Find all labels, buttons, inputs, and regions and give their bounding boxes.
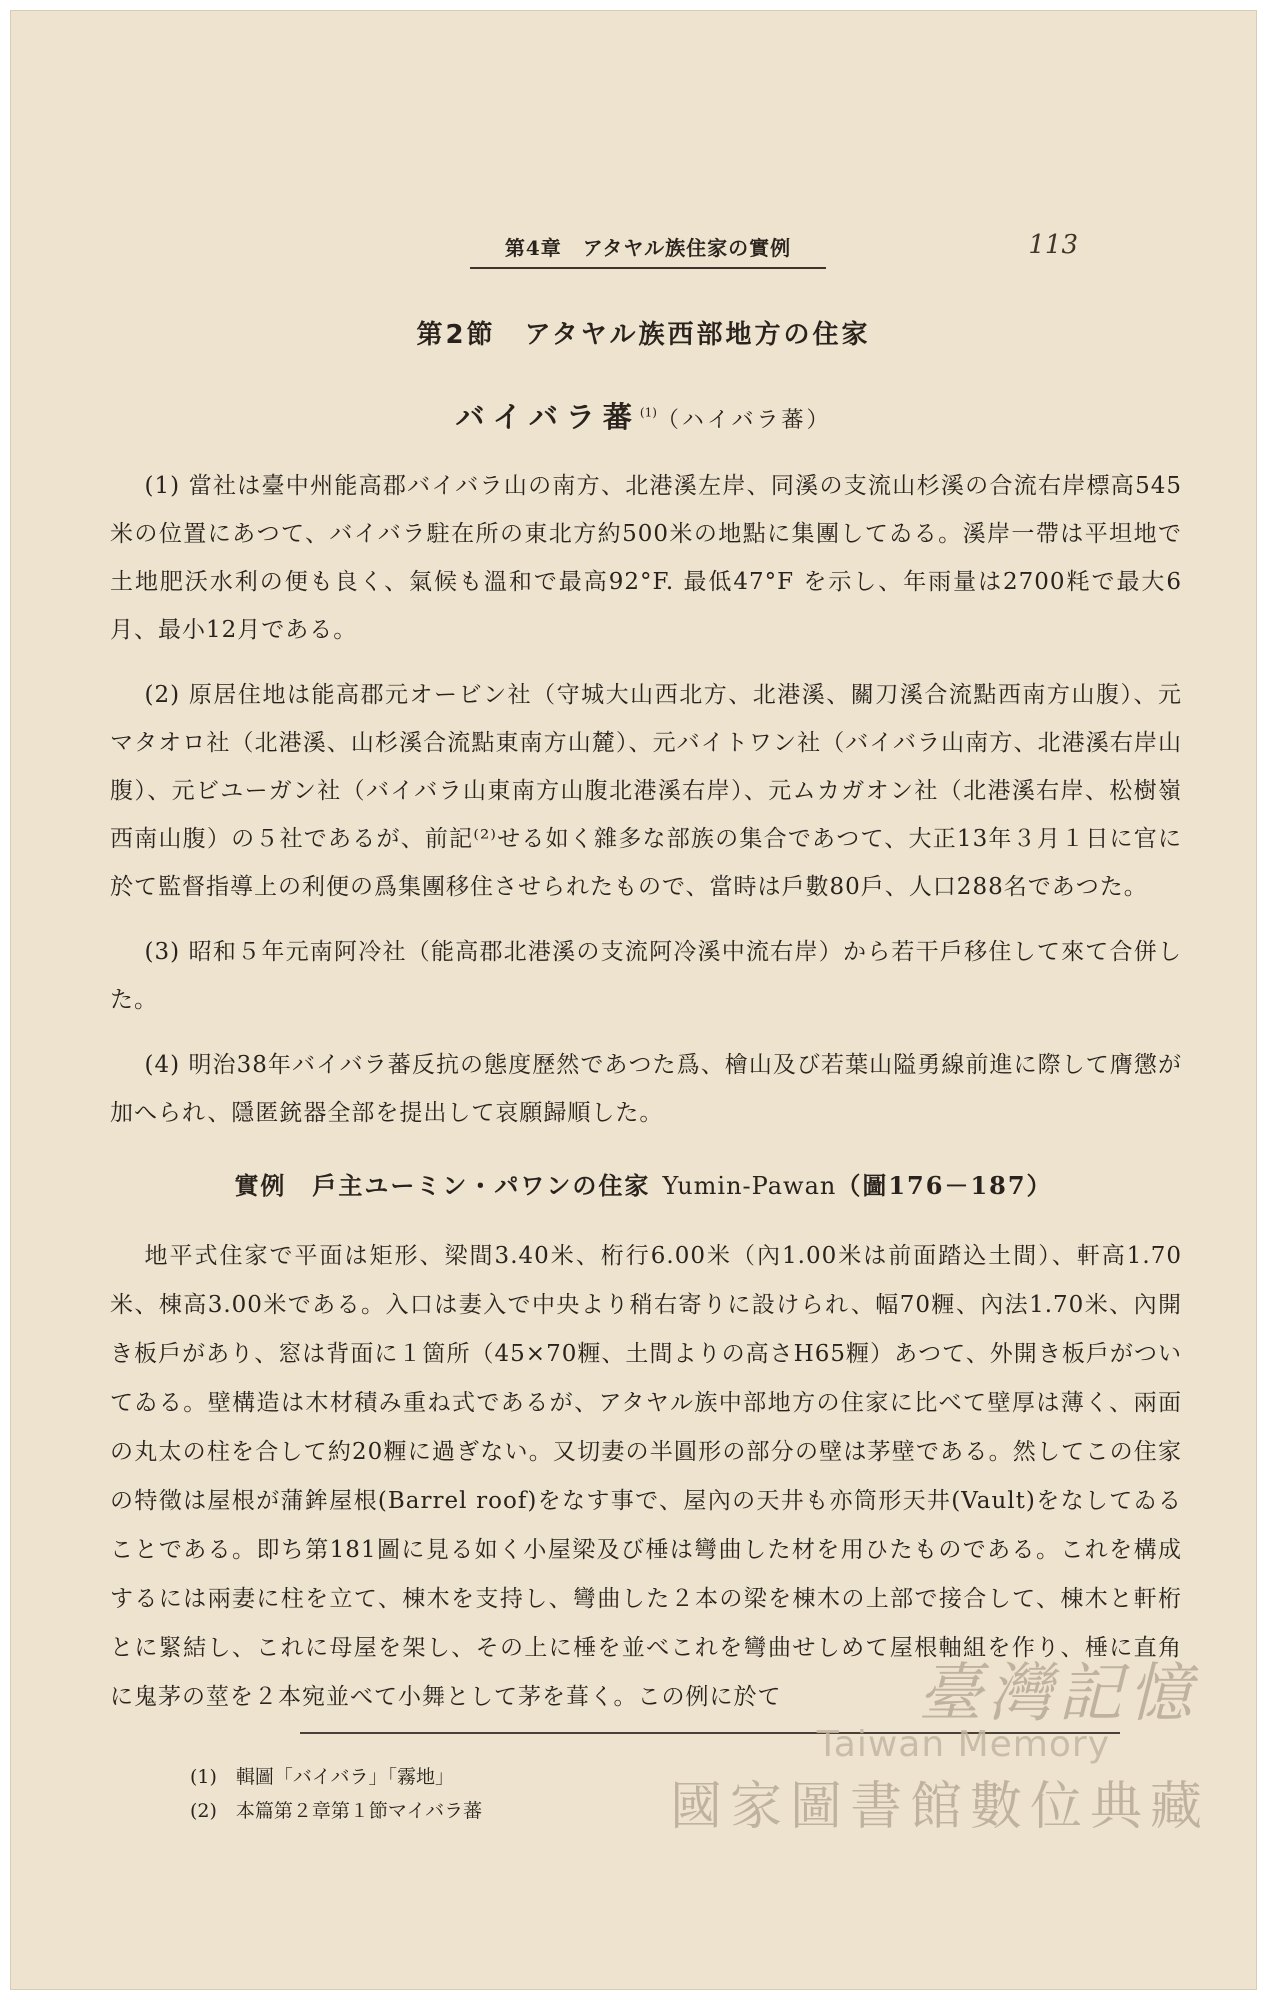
watermark-logo: 臺灣記憶 (918, 1657, 1198, 1731)
paragraph-2: (2) 原居住地は能高郡元オービン社（守城大山西北方、北港溪、關刀溪合流點西南方山腹）、元マタオロ社（北港溪、山杉溪合流點東南方山麓）、元バイトワン社（バイバラ山南方、北港溪右岸山腹）、元ビユーガン社（バイバラ山東南方山腹北港溪右岸）、元ムカガオン社（北港溪右岸、松樹嶺西南山腹）の５社であるが、前記⁽²⁾せる如く雜多な部族の集合であつて、大正13年３月１日に官に於て監督指導上の利便の爲集團移住させられたもので、當時は戶數80戶、人口288名であつた。 (110, 682, 1182, 900)
paragraph-4: (4) 明治38年バイバラ蕃反抗の態度歷然であつた爲、檜山及び若葉山隘勇線前進に際して膺懲が加へられ、隱匿銃器全部を提出して哀願歸順した。 (110, 1052, 1182, 1126)
footnote-2: (2) 本篇第２章第１節マイバラ蕃 (190, 1800, 483, 1822)
footnotes (190, 1760, 790, 1828)
footnote-1: (1) 輯圖「バイバラ」「霧地」 (190, 1766, 455, 1788)
example-heading-latin: Yumin-Pawan (662, 1172, 837, 1200)
section-title: 第2節 アタヤル族西部地方の住家 (416, 320, 871, 350)
paragraph-1: (1) 當社は臺中州能高郡バイバラ山の南方、北港溪左岸、同溪の支流山杉溪の合流右岸標高545米の位置にあつて、バイバラ駐在所の東北方約500米の地點に集團してゐる。溪岸一帶は平坦地で土地肥沃水利の便も良く、氣候も溫和で最高92°F. 最低47°F を示し、年雨量は2700粍で最大6月、最小12月である。 (110, 473, 1182, 643)
example-heading-figures: （圖176－187） (836, 1171, 1053, 1200)
paragraph-3: (3) 昭和５年元南阿冷社（能高郡北港溪の支流阿冷溪中流右岸）から若干戶移住して來て合併した。 (110, 939, 1182, 1013)
subsection-title-text: バイバラ蕃 (455, 400, 640, 434)
example-heading-label: 實例 戶主ユーミン・パワンの住家 (234, 1171, 651, 1200)
body-text (110, 462, 1182, 1154)
watermark-chinese: 國家圖書館數位典藏 (669, 1777, 1210, 1837)
example-heading (10, 1166, 1267, 1201)
page-header (430, 230, 1106, 270)
example-description: 地平式住家で平面は矩形、梁間3.40米、桁行6.00米（內1.00米は前面踏込土間）、軒高1.70米、棟高3.00米である。入口は妻入で中央より稍右寄りに設けられ、幅70糎、內法1.70米、內開き板戶があり、窓は背面に１箇所（45×70糎、土間よりの高さH65糎）あつて、外開き板戶がついてゐる。壁構造は木材積み重ね式であるが、アタヤル族中部地方の住家に比べて壁厚は薄く、兩面の丸太の柱を合して約20糎に過ぎない。又切妻の半圓形の部分の壁は茅壁である。然してこの住家の特徵は屋根が蒲鉾屋根(Barrel roof)をなす事で、屋內の天井も亦筒形天井(Vault)をなしてゐることである。即ち第181圖に見る如く小屋梁及び棰は彎曲した材を用ひたものである。これを構成するには兩妻に柱を立て、棟木を支持し、彎曲した２本の梁を棟木の上部で接合して、棟木と軒桁とに緊結し、これに母屋を架し、その上に棰を並べこれを彎曲せしめて屋根軸組を作り、棰に直角に鬼茅の莖を２本宛並べて小舞として茅を葺く。この例に於て (110, 1243, 1182, 1710)
footnote-mark: (1) (639, 405, 657, 420)
footnote-divider (300, 1732, 1120, 1734)
running-head: 第4章 アタヤル族住家の實例 (470, 232, 826, 269)
subsection-alt-name: （ハイバラ蕃） (656, 408, 832, 433)
subsection-title (10, 395, 1267, 436)
watermark-english: Taiwan Memory (816, 1724, 1110, 1765)
page-number: 113 (1028, 230, 1078, 260)
